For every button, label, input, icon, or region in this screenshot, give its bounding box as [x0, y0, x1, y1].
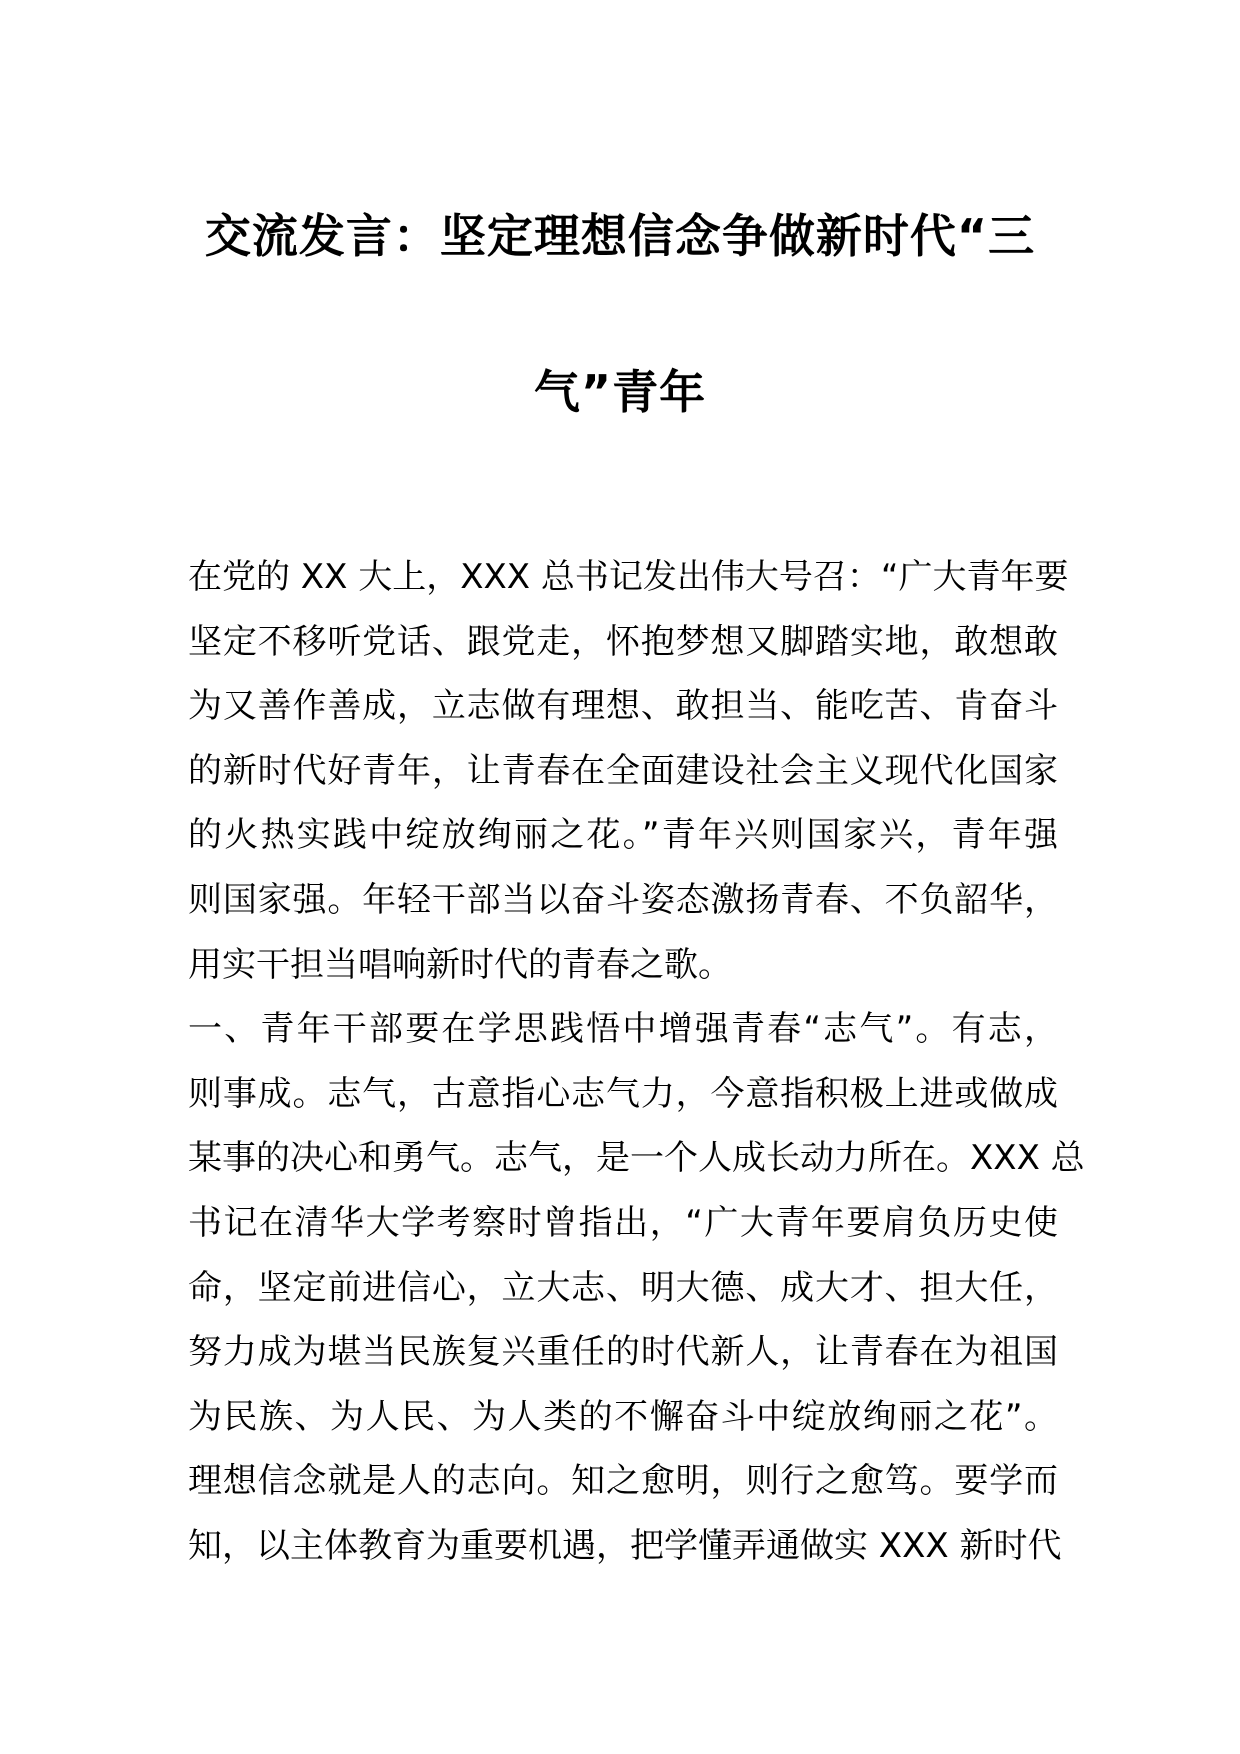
body-line: 某事的决心和勇气。志气，是一个人成长动力所在。XXX 总: [188, 1138, 1085, 1179]
body-line: 命，坚定前进信心，立大志、明大德、成大才、担大任，: [188, 1267, 1058, 1308]
body-line: 的火热实践中绽放绚丽之花。”青年兴则国家兴，青年强: [188, 815, 1058, 856]
body-line: 书记在清华大学考察时曾指出，“广大青年要肩负历史使: [188, 1202, 1058, 1243]
document-title-line-2: 气”青年: [533, 365, 707, 419]
document-body: [188, 545, 1085, 1579]
body-line: 则国家强。年轻干部当以奋斗姿态激扬青春、不负韶华，: [188, 879, 1058, 920]
body-line: 努力成为堪当民族复兴重任的时代新人，让青春在为祖国: [188, 1332, 1058, 1373]
body-line: 的新时代好青年，让青春在全面建设社会主义现代化国家: [188, 750, 1058, 791]
body-line: 一、青年干部要在学思践悟中增强青春“志气”。有志，: [188, 1009, 1058, 1050]
body-line: 为又善作善成，立志做有理想、敢担当、能吃苦、肯奋斗: [188, 686, 1058, 727]
body-line: 在党的 XX 大上，XXX 总书记发出伟大号召：“广大青年要: [188, 557, 1069, 597]
body-line: 理想信念就是人的志向。知之愈明，则行之愈笃。要学而: [188, 1461, 1058, 1502]
body-line: 为民族、为人民、为人类的不懈奋斗中绽放绚丽之花”。: [188, 1396, 1058, 1437]
body-line: 则事成。志气，古意指心志气力，今意指积极上进或做成: [188, 1073, 1058, 1114]
body-line: 坚定不移听党话、跟党走，怀抱梦想又脚踏实地，敢想敢: [188, 621, 1058, 662]
body-line: 知，以主体教育为重要机遇，把学懂弄通做实 XXX 新时代: [188, 1525, 1062, 1566]
document-title-line-1: 交流发言：坚定理想信念争做新时代“三: [204, 209, 1036, 263]
body-line: 用实干担当唱响新时代的青春之歌。: [188, 944, 732, 985]
